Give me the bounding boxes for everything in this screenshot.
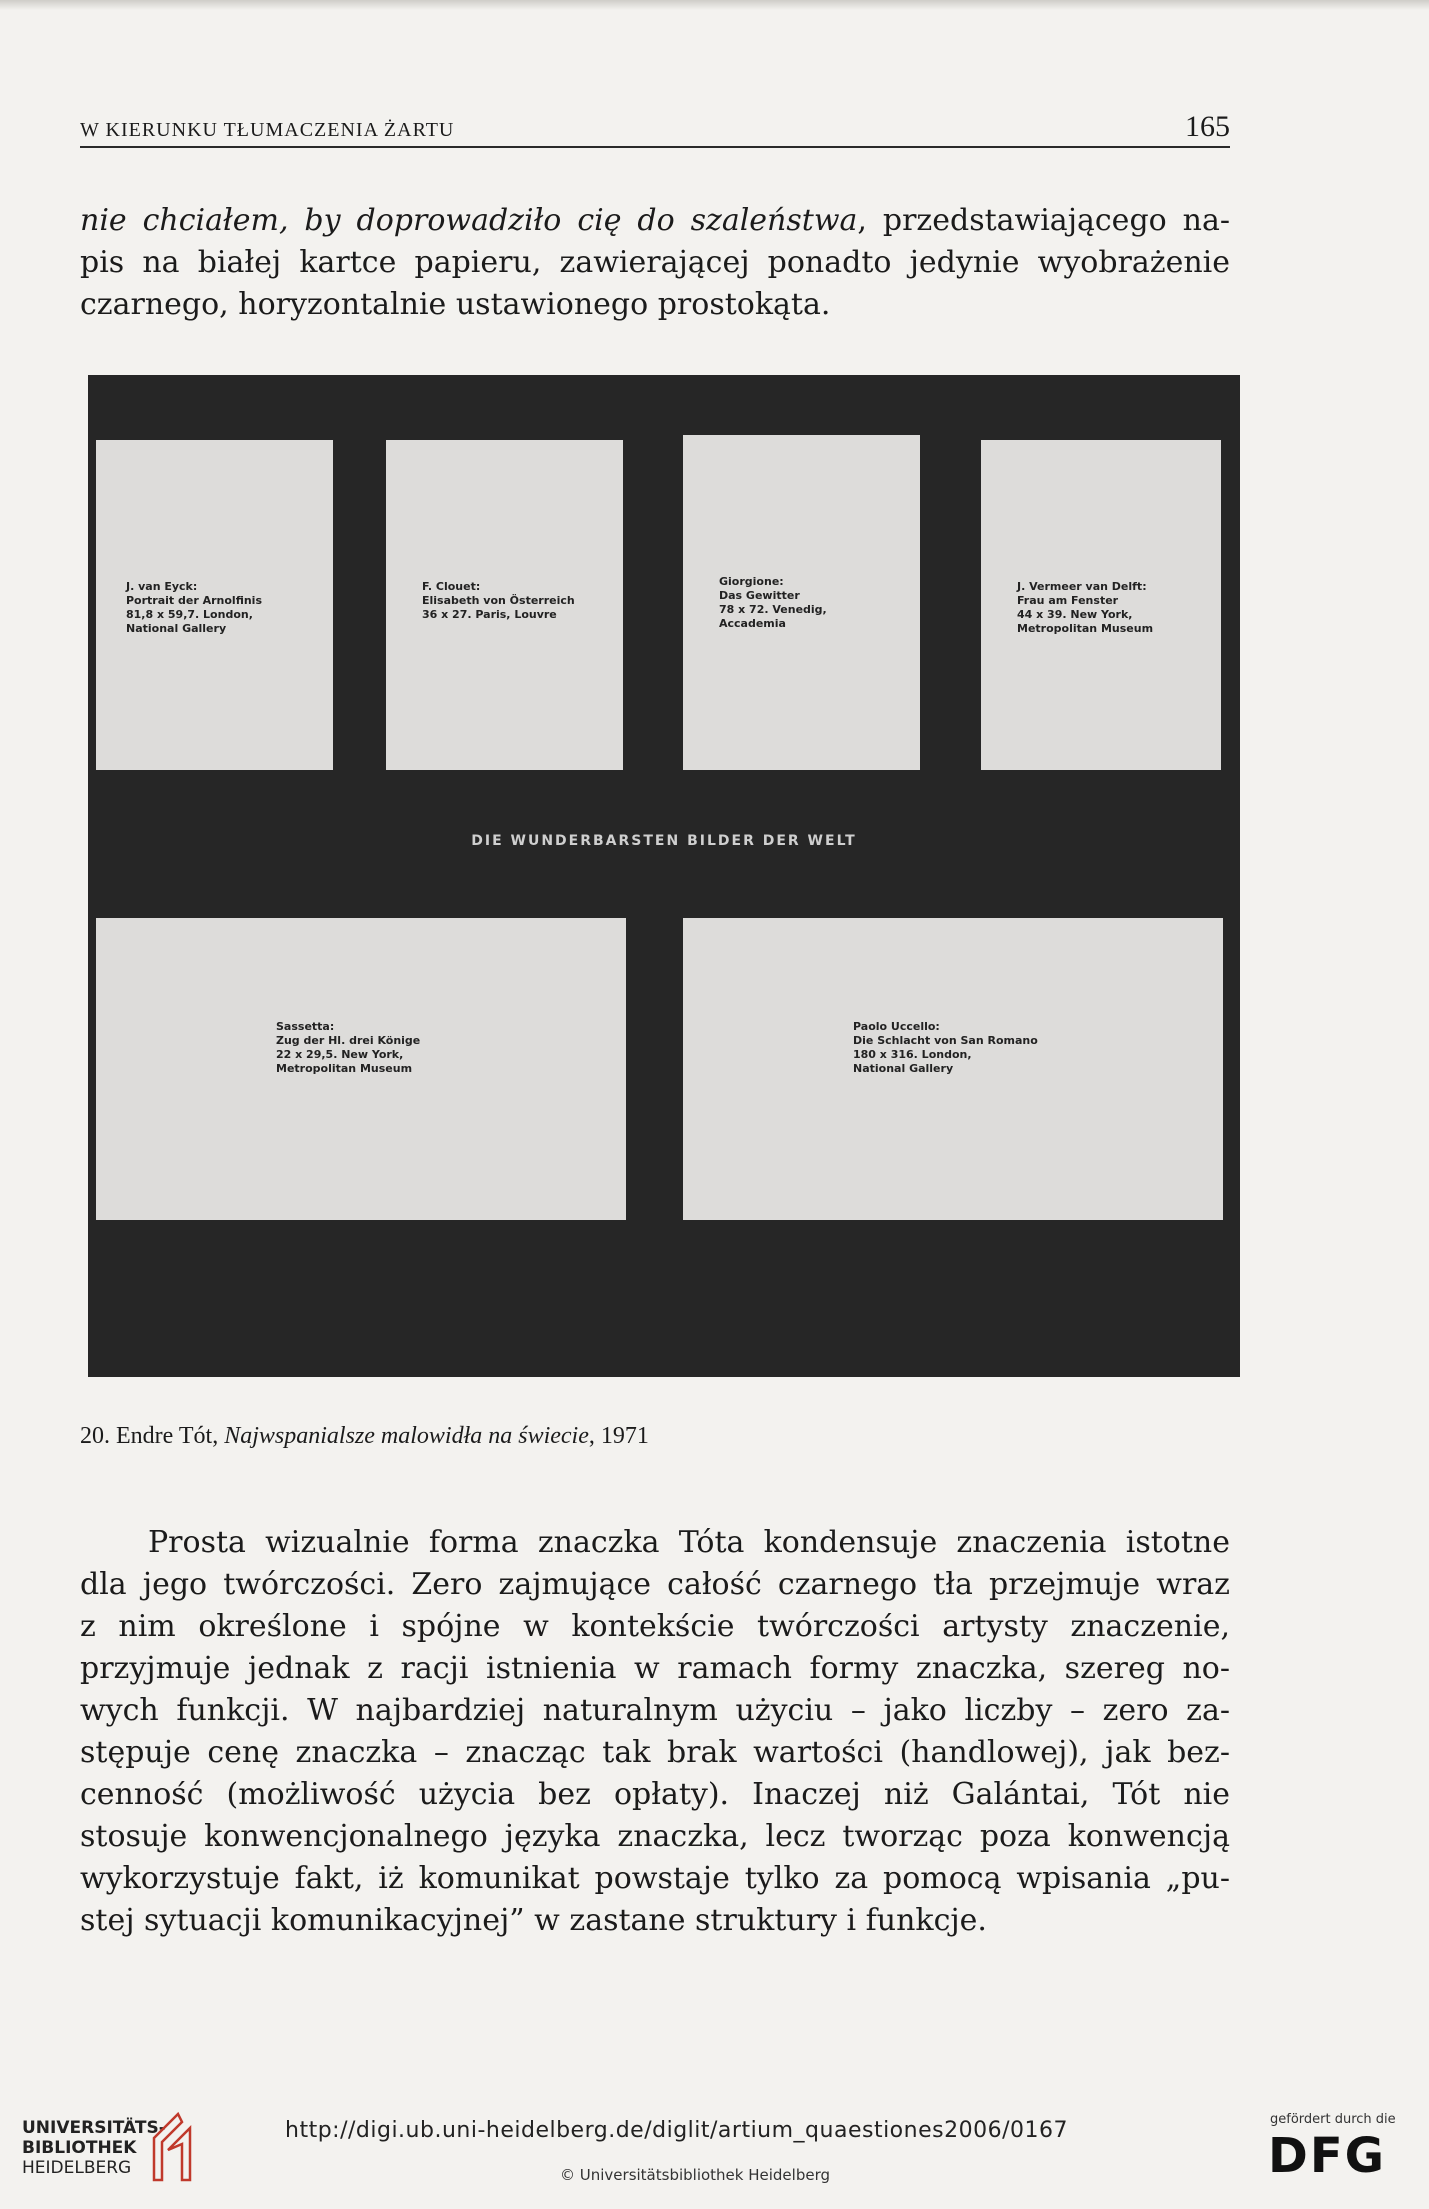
- intro-line-2: pis na białej kartce papieru, zawierającej ponadto jedynie wyobrażenie: [80, 245, 1230, 280]
- digitization-footer: [0, 2090, 1429, 2209]
- panel-label: F. Clouet: Elisabeth von Österreich 36 x 27. Paris, Louvre: [422, 580, 575, 621]
- body-line: stępuje cenę znaczka – znacząc tak brak wartości (handlowej), jak bez-: [80, 1735, 1230, 1770]
- panel-label: Paolo Uccello: Die Schlacht von San Romano 180 x 316. London, National Gallery: [853, 1020, 1038, 1075]
- panel-label: Giorgione: Das Gewitter 78 x 72. Venedig, Accademia: [719, 575, 827, 630]
- dfg-logo[interactable]: DFG: [1268, 2128, 1387, 2184]
- running-head-title: W KIERUNKU TŁUMACZENIA ŻARTU: [80, 119, 455, 141]
- body-line: dla jego twórczości. Zero zajmujące całość czarnego tła przejmuje wraz: [80, 1567, 1230, 1602]
- body-line: wych funkcji. W najbardziej naturalnym użyciu – jako liczby – zero za-: [80, 1693, 1230, 1728]
- body-line: wykorzystuje fakt, iż komunikat powstaje tylko za pomocą wpisania „pu-: [80, 1861, 1230, 1896]
- body-line: stosuje konwencjonalnego języka znaczka, lecz tworząc poza konwencją: [80, 1819, 1230, 1854]
- figure-panel-6: [683, 918, 1223, 1220]
- figure-caption: 20. Endre Tót, Najwspanialsze malowidła na świecie, 1971: [80, 1423, 649, 1449]
- page-edge: [0, 0, 1429, 10]
- body-line: Prosta wizualnie forma znaczka Tóta kondensuje znaczenia istotne: [148, 1525, 1230, 1560]
- body-line: z nim określone i spójne w kontekście twórczości artysty znaczenie,: [80, 1609, 1230, 1644]
- body-line: cenność (możliwość użycia bez opłaty). Inaczej niż Galántai, Tót nie: [80, 1777, 1230, 1812]
- figure-panel-5: [96, 918, 626, 1220]
- intro-paragraph: [80, 200, 1230, 326]
- running-head: [80, 110, 1230, 148]
- copyright-notice: © Universitätsbibliothek Heidelberg: [560, 2166, 831, 2184]
- figure-panel-3: [683, 435, 920, 770]
- funder-label: gefördert durch die: [1270, 2112, 1396, 2127]
- panel-label: Sassetta: Zug der Hl. drei Könige 22 x 29,5. New York, Metropolitan Museum: [276, 1020, 421, 1075]
- body-line: przyjmuje jednak z racji istnienia w ramach formy znaczka, szereg no-: [80, 1651, 1230, 1686]
- body-line: stej sytuacji komunikacyjnej” w zastane struktury i funkcje.: [80, 1903, 987, 1938]
- library-emblem-icon: [148, 2110, 196, 2184]
- permalink-url[interactable]: http://digi.ub.uni-heidelberg.de/diglit/artium_quaestiones2006/0167: [285, 2118, 1068, 2143]
- quoted-title: nie chciałem, by doprowadziło cię do szaleństwa: [80, 203, 858, 238]
- body-paragraph: [80, 1522, 1230, 1942]
- intro-line-3: czarnego, horyzontalnie ustawionego prostokąta.: [80, 287, 831, 322]
- figure-panel-4: [981, 440, 1221, 770]
- panel-label: J. van Eyck: Portrait der Arnolfinis 81,8 x 59,7. London, National Gallery: [126, 580, 262, 635]
- panel-label: J. Vermeer van Delft: Frau am Fenster 44 x 39. New York, Metropolitan Museum: [1017, 580, 1154, 635]
- figure-image: [88, 375, 1240, 1377]
- figure-panel-1: [96, 440, 333, 770]
- library-logo[interactable]: UNIVERSITÄTS- BIBLIOTHEK HEIDELBERG: [22, 2118, 166, 2178]
- page-number: 165: [1185, 110, 1230, 143]
- caption-title: Najwspanialsze malowidła na świecie: [224, 1423, 589, 1449]
- figure-panel-2: [386, 440, 623, 770]
- band-title: DIE WUNDERBARSTEN BILDER DER WELT: [471, 833, 857, 849]
- intro-line-1: nie chciałem, by doprowadziło cię do szaleństwa, przedstawiającego na-: [80, 203, 1230, 238]
